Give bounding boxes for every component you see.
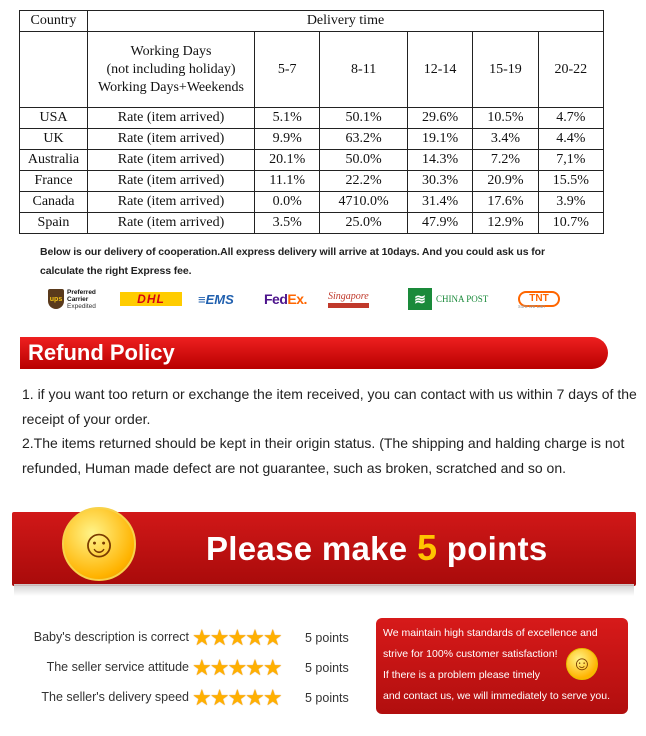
value-cell: 22.2%: [320, 171, 408, 192]
value-cell: 7,1%: [538, 150, 603, 171]
range-cell: 20-22: [538, 32, 603, 108]
value-cell: 11.1%: [255, 171, 320, 192]
rate-cell: Rate (item arrived): [88, 150, 255, 171]
carrier-logos: [48, 284, 568, 314]
ups-line: Expedited: [67, 302, 96, 310]
table-row: [20, 171, 604, 192]
value-cell: 25.0%: [320, 213, 408, 234]
country-cell: Spain: [20, 213, 88, 234]
value-cell: 14.3%: [407, 150, 472, 171]
rate-cell: Rate (item arrived): [88, 171, 255, 192]
value-cell: 50.1%: [320, 108, 408, 129]
range-cell: 5-7: [255, 32, 320, 108]
table-row: [20, 150, 604, 171]
star-icon: ★★★★★: [192, 625, 281, 650]
working-days-cell: [88, 32, 255, 108]
delivery-note-line: Below is our delivery of cooperation.All express delivery will arrive at 10days. And you could ask us for: [40, 246, 545, 258]
country-cell: Australia: [20, 150, 88, 171]
ups-text: [67, 289, 96, 310]
ups-shield-icon: ups: [48, 289, 64, 309]
value-cell: 20.9%: [473, 171, 538, 192]
delivery-note-line: calculate the right Express fee.: [40, 265, 192, 277]
singapore-mark: Singapore: [328, 291, 369, 308]
table-subheader-row: [20, 32, 604, 108]
refund-line: 1. if you want too return or exchange the item received, you can contact with us within 7 days of the: [22, 386, 637, 402]
delivery-note: [40, 243, 600, 281]
rating-label: The seller's delivery speed: [41, 690, 189, 704]
value-cell: 10.5%: [473, 108, 538, 129]
singapore-post-logo: [328, 284, 369, 314]
value-cell: 3.9%: [538, 192, 603, 213]
country-cell: Canada: [20, 192, 88, 213]
value-cell: 17.6%: [473, 192, 538, 213]
fedex-ex: Ex.: [287, 291, 307, 307]
fedex-fd: Fed: [264, 291, 288, 307]
value-cell: 5.1%: [255, 108, 320, 129]
service-line: We maintain high standards of excellence and: [383, 627, 598, 639]
rate-cell: Rate (item arrived): [88, 108, 255, 129]
table-row: [20, 213, 604, 234]
china-post-icon: ≋: [408, 288, 432, 310]
country-cell: UK: [20, 129, 88, 150]
value-cell: 50.0%: [320, 150, 408, 171]
points-number: 5: [416, 527, 438, 568]
service-line: and contact us, we will immediately to serve you.: [383, 690, 611, 702]
refund-line: receipt of your order.: [22, 410, 151, 427]
china-post-logo: [408, 284, 488, 314]
smiley-icon: ☺: [566, 648, 598, 680]
value-cell: 19.1%: [407, 129, 472, 150]
value-cell: 4.4%: [538, 129, 603, 150]
working-days-line: Working Days+Weekends: [98, 79, 244, 95]
delivery-time-header: Delivery time: [88, 11, 604, 32]
value-cell: 47.9%: [407, 213, 472, 234]
dhl-mark: DHL: [120, 292, 182, 306]
table-header-row: [20, 11, 604, 32]
rating-row: [24, 655, 359, 680]
value-cell: 31.4%: [407, 192, 472, 213]
range-cell: 12-14: [407, 32, 472, 108]
table-row: [20, 129, 604, 150]
ems-logo: [198, 284, 234, 314]
value-cell: 4.7%: [538, 108, 603, 129]
ups-line: Preferred: [67, 288, 96, 296]
value-cell: 10.7%: [538, 213, 603, 234]
tnt-logo: [518, 284, 560, 314]
value-cell: 0.0%: [255, 192, 320, 213]
table-row: [20, 192, 604, 213]
range-cell: 15-19: [473, 32, 538, 108]
points-title: [206, 528, 548, 569]
value-cell: 3.5%: [255, 213, 320, 234]
country-cell: USA: [20, 108, 88, 129]
value-cell: 4710.0%: [320, 192, 408, 213]
smiley-icon: ☺: [62, 507, 136, 581]
value-cell: 15.5%: [538, 171, 603, 192]
delivery-table: [19, 10, 604, 234]
rating-points: 5 points: [305, 661, 349, 675]
service-line: If there is a problem please timely: [383, 669, 540, 681]
rating-row: [24, 685, 359, 710]
value-cell: 30.3%: [407, 171, 472, 192]
empty-cell: [20, 32, 88, 108]
ups-logo: [48, 284, 96, 314]
refund-policy-text: [22, 382, 642, 480]
value-cell: 3.4%: [473, 129, 538, 150]
rating-row: [24, 625, 359, 650]
working-days-line: (not including holiday): [106, 61, 236, 77]
service-line: strive for 100% customer satisfaction!: [383, 648, 558, 660]
value-cell: 12.9%: [473, 213, 538, 234]
value-cell: 63.2%: [320, 129, 408, 150]
rating-points: 5 points: [305, 691, 349, 705]
dhl-logo: [120, 284, 182, 314]
star-icon: ★★★★★: [192, 685, 281, 710]
rate-cell: Rate (item arrived): [88, 213, 255, 234]
table-row: [20, 108, 604, 129]
country-cell: France: [20, 171, 88, 192]
tnt-mark: TNT: [518, 291, 560, 307]
tnt-tagline: sure we can: [518, 304, 545, 310]
value-cell: 9.9%: [255, 129, 320, 150]
range-cell: 8-11: [320, 32, 408, 108]
rate-cell: Rate (item arrived): [88, 129, 255, 150]
refund-policy-banner: [20, 337, 608, 369]
fedex-logo: [264, 284, 307, 314]
rating-label: The seller service attitude: [46, 660, 189, 674]
refund-line: 2.The items returned should be kept in their origin status. (The shipping and halding charge is not: [22, 435, 625, 451]
rating-points: 5 points: [305, 631, 349, 645]
china-post-text: CHINA POST: [436, 294, 489, 304]
refund-line: refunded, Human made defect are not guarantee, such as broken, scratched and so on.: [22, 459, 567, 476]
points-title-suffix: points: [437, 530, 548, 567]
value-cell: 20.1%: [255, 150, 320, 171]
value-cell: 29.6%: [407, 108, 472, 129]
value-cell: 7.2%: [473, 150, 538, 171]
ups-line: Carrier: [67, 295, 89, 303]
country-header: Country: [20, 11, 88, 32]
rating-label: Baby's description is correct: [33, 630, 189, 644]
ems-mark: ≡EMS: [198, 291, 234, 307]
points-banner-shadow: [14, 584, 634, 596]
rate-cell: Rate (item arrived): [88, 192, 255, 213]
points-title-prefix: Please make: [206, 530, 417, 567]
working-days-line: Working Days: [130, 43, 212, 59]
refund-policy-title: Refund Policy: [28, 340, 175, 365]
ems-text: EMS: [205, 291, 234, 307]
star-icon: ★★★★★: [192, 655, 281, 680]
fedex-mark: [264, 291, 307, 307]
